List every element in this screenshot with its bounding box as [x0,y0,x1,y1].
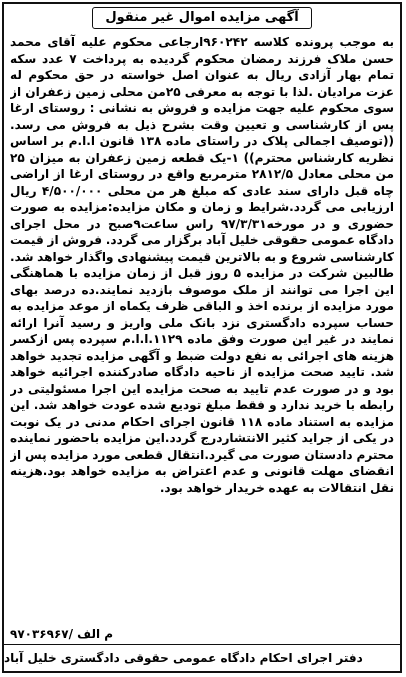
notice-header [6,6,398,30]
notice-body: به موجب پرونده کلاسه ۹۶۰۲۴۲ارجاعی محکوم علیه آقای محمد حسن ملاک فرزند رمضان محکوم گردیده به پرداخت ۷ عدد سکه تمام بهار آزادی ریال به عنوان اصل خواسته در حق محکوم له عزت مرادیان .لذا با توجه به معرفی ۲۵من محلی زمین زعفران از سوی محکوم علیه جهت مزایده و فروش به نشانی : روستای ارغا پس از کارشناسی و تعیین وقت بشرح ذیل به فروش می رسد.((توصیف اجمالی پلاک در راستای ماده ۱۳۸ قانون ا.ا.م بر اساس نظریه کارشناس محترم)) ۱-یک قطعه زمین زعفران به میزان ۲۵ من محلی معادل ۲۸۱۲/۵ مترمربع واقع در روستای ارغا از اراضی چاه قبل دارای سند عادی که مبلغ هر من محلی ۴/۵۰۰/۰۰۰ ریال ارزیابی می گردد.شرایط و زمان و مکان مزایده:مزایده به صورت حضوری و در مورخه۹۷/۳/۳۱ راس ساعت۹صبح در محل اجرای دادگاه عمومی حقوقی خلیل آباد برگزار می گردد. فروش از قیمت کارشناسی شروع و به بالاترین قیمت پیشنهادی واگذار خواهد شد. طالبین شرکت در مزایده ۵ روز قبل از زمان مزایده با هماهنگی این اجرا می توانند از ملک موصوف بازدید نمایند.ده درصد بهای مورد مزایده از برنده اخذ و الباقی ظرف یکماه از موعد مزایده به حساب سپرده دادگستری نزد بانک ملی واریز و رسید آنرا ارائه نمایند در غیر این صورت وفق ماده ۱۱۲۹.ا.ا.م سپرده پس ازکسر هزینه های اجرائی به نفع دولت ضبط و آگهی مزایده تجدید خواهد شد. تایید صحت مزایده از ناحیه دادگاه صادرکننده اجرائیه خواهد بود و در صورت عدم تایید به صحت مزایده این اجرا مسئولیتی در رابطه با خرید ندارد و فقط مبلغ تودیع شده عودت خواهد شد. این مزایده به استناد ماده ۱۱۸ قانون اجرای احکام مدنی در یک نوبت در یکی از جراید کثیر الانتشاردرج گردد.این مزایده باحضور نماینده محترم دادستان صورت می گیرد.انتقال قطعی مورد مزایده پس از انقضای مهلت قانونی و عدم اعتراض به مزایده خواهد بود.هزینه نقل انتقالات به عهده خریدار خواهد بود. [10,35,394,495]
notice-code: ۹۷۰۳۶۹۶۷/ م الف [10,627,114,641]
notice-title: آگهی مزایده اموال غیر منقول [92,7,311,29]
auction-notice [2,2,402,673]
notice-footer: دفتر اجرای احکام دادگاه عمومی حقوقی دادگستری خلیل آباد [4,644,400,671]
